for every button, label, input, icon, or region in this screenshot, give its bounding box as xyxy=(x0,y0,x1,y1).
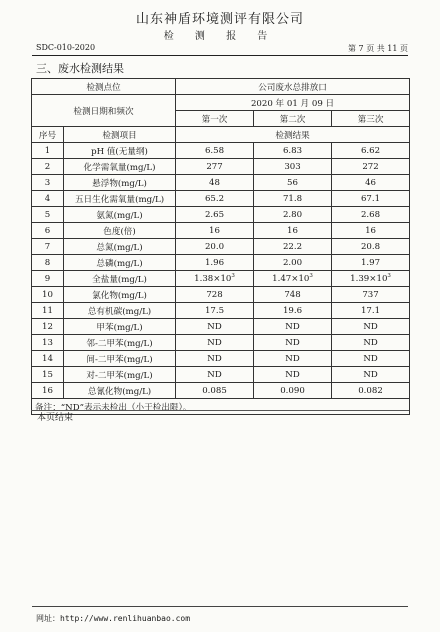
test-item xyxy=(64,191,176,207)
result-2 xyxy=(254,207,332,223)
row-number xyxy=(32,175,64,191)
result-1-text: 728 xyxy=(206,289,223,300)
wastewater-results-table xyxy=(31,78,410,415)
result-1 xyxy=(176,159,254,175)
result-3-text: 46 xyxy=(365,177,376,188)
result-2 xyxy=(254,351,332,367)
result-2-exponent: 3 xyxy=(309,273,313,280)
result-2 xyxy=(254,383,332,399)
row-number xyxy=(32,223,64,239)
test-item-text: 总氰化物(mg/L) xyxy=(87,386,152,397)
page-end-text: 本页结束 xyxy=(37,413,74,423)
result-2-text: 2.00 xyxy=(282,257,303,268)
row-number xyxy=(32,319,64,335)
table-row xyxy=(32,335,410,351)
row-number-text: 11 xyxy=(42,305,53,316)
test-item xyxy=(64,367,176,383)
result-1 xyxy=(176,335,254,351)
test-item xyxy=(64,271,176,287)
table-row xyxy=(32,159,410,175)
result-1 xyxy=(176,191,254,207)
row-number xyxy=(32,143,64,159)
result-3 xyxy=(332,175,410,191)
result-3 xyxy=(332,383,410,399)
date-value: 2020 年 01 月 09 日 xyxy=(176,95,410,111)
result-1-text: 6.58 xyxy=(204,145,225,156)
col-result-header: 检测结果 xyxy=(176,127,410,143)
footer-url: 网址：http://www.renlihuanbao.com xyxy=(36,614,191,623)
result-3-text: 737 xyxy=(362,289,379,300)
report-title: 检 测 报 告 xyxy=(163,31,277,42)
test-item-text: 色度(倍) xyxy=(103,226,136,237)
result-1-text: 0.085 xyxy=(202,385,227,396)
test-item xyxy=(64,335,176,351)
row-number xyxy=(32,351,64,367)
result-3 xyxy=(332,319,410,335)
result-1 xyxy=(176,319,254,335)
freq-3: 第三次 xyxy=(332,111,410,127)
result-3-text: 16 xyxy=(365,225,376,236)
table-row xyxy=(32,351,410,367)
test-item-text: 化学需氧量(mg/L) xyxy=(83,162,156,173)
result-3 xyxy=(332,223,410,239)
result-3 xyxy=(332,287,410,303)
site-label: 检测点位 xyxy=(32,79,176,95)
row-number xyxy=(32,191,64,207)
test-item xyxy=(64,239,176,255)
result-1 xyxy=(176,271,254,287)
row-number xyxy=(32,303,64,319)
test-item-text: 总有机碳(mg/L) xyxy=(87,306,152,317)
table-row xyxy=(32,239,410,255)
result-1-text: 16 xyxy=(209,225,220,236)
test-item-text: 氯化物(mg/L) xyxy=(92,290,147,301)
document-code: SDC-010-2020 xyxy=(36,43,96,52)
result-1 xyxy=(176,367,254,383)
result-1-text: 48 xyxy=(209,177,220,188)
row-number xyxy=(32,367,64,383)
test-item xyxy=(64,159,176,175)
row-number-text: 5 xyxy=(44,209,51,220)
table-note: 备注：“ND”表示未检出（小于检出限）。 xyxy=(32,399,410,415)
table-row xyxy=(32,255,410,271)
result-2-text: 303 xyxy=(284,161,301,172)
result-3-text: 0.082 xyxy=(358,385,383,396)
row-number-text: 9 xyxy=(44,273,51,284)
row-number-text: 13 xyxy=(42,337,53,348)
result-1-text: ND xyxy=(207,369,222,380)
result-2 xyxy=(254,175,332,191)
result-2 xyxy=(254,335,332,351)
table-row xyxy=(32,319,410,335)
test-item-text: 邻-二甲苯(mg/L) xyxy=(86,338,153,349)
result-2-text: 16 xyxy=(287,225,298,236)
result-3-text: 272 xyxy=(362,161,379,172)
row-number-text: 10 xyxy=(42,289,53,300)
result-2 xyxy=(254,143,332,159)
result-2 xyxy=(254,191,332,207)
test-item-text: pH 值(无量纲) xyxy=(91,146,148,157)
test-item xyxy=(64,287,176,303)
result-3 xyxy=(332,159,410,175)
result-2-text: 2.80 xyxy=(282,209,303,220)
result-2-text: 0.090 xyxy=(280,385,305,396)
row-number xyxy=(32,335,64,351)
table-row xyxy=(32,383,410,399)
row-number xyxy=(32,255,64,271)
section-title: 三、废水检测结果 xyxy=(36,62,124,75)
company-name: 山东神盾环境测评有限公司 xyxy=(135,12,304,27)
result-2 xyxy=(254,319,332,335)
result-2 xyxy=(254,239,332,255)
result-2-text: 71.8 xyxy=(282,193,303,204)
row-number-text: 14 xyxy=(42,353,53,364)
freq-2: 第二次 xyxy=(254,111,332,127)
result-2 xyxy=(254,367,332,383)
result-3 xyxy=(332,351,410,367)
table-row xyxy=(32,271,410,287)
result-1 xyxy=(176,351,254,367)
result-3 xyxy=(332,255,410,271)
test-item xyxy=(64,143,176,159)
footer-divider xyxy=(32,606,408,607)
result-1-text: ND xyxy=(207,321,222,332)
test-item-text: 氨氮(mg/L) xyxy=(96,210,143,221)
row-number-text: 2 xyxy=(44,161,51,172)
result-2 xyxy=(254,271,332,287)
row-number-text: 12 xyxy=(42,321,53,332)
result-1 xyxy=(176,175,254,191)
row-number xyxy=(32,207,64,223)
table-row xyxy=(32,367,410,383)
result-3-exponent: 3 xyxy=(387,273,391,280)
result-1-text: ND xyxy=(207,353,222,364)
result-2 xyxy=(254,303,332,319)
result-3-text: 1.97 xyxy=(360,257,381,268)
test-item xyxy=(64,175,176,191)
result-3-text: 1.39×10 xyxy=(350,273,388,284)
result-3 xyxy=(332,335,410,351)
test-item xyxy=(64,351,176,367)
col-item-header: 检测项目 xyxy=(64,127,176,143)
result-1 xyxy=(176,303,254,319)
result-1 xyxy=(176,287,254,303)
result-2-text: 56 xyxy=(287,177,298,188)
row-number-text: 3 xyxy=(44,177,51,188)
row-number-text: 15 xyxy=(42,369,53,380)
row-number-text: 7 xyxy=(44,241,51,252)
test-item-text: 悬浮物(mg/L) xyxy=(92,178,147,189)
table-row xyxy=(32,303,410,319)
row-number xyxy=(32,383,64,399)
result-3-text: 17.1 xyxy=(360,305,381,316)
result-2 xyxy=(254,223,332,239)
result-2 xyxy=(254,255,332,271)
result-2 xyxy=(254,159,332,175)
result-3-text: 67.1 xyxy=(360,193,381,204)
table-row xyxy=(32,175,410,191)
result-1-text: 2.65 xyxy=(204,209,225,220)
test-item-text: 间-二甲苯(mg/L) xyxy=(86,354,153,365)
result-3-text: ND xyxy=(363,337,378,348)
result-1 xyxy=(176,207,254,223)
result-3 xyxy=(332,239,410,255)
result-1-text: ND xyxy=(207,337,222,348)
result-2-text: 19.6 xyxy=(282,305,303,316)
note-row xyxy=(32,399,410,415)
result-3 xyxy=(332,191,410,207)
row-number xyxy=(32,271,64,287)
result-2-text: 1.47×10 xyxy=(272,273,310,284)
result-1-exponent: 3 xyxy=(231,273,235,280)
date-label: 检测日期和频次 xyxy=(32,95,176,127)
row-number-text: 8 xyxy=(44,257,51,268)
row-number xyxy=(32,239,64,255)
test-item-text: 总磷(mg/L) xyxy=(96,258,143,269)
end-divider xyxy=(31,410,409,411)
result-2-text: ND xyxy=(285,353,300,364)
result-3 xyxy=(332,143,410,159)
result-2-text: 22.2 xyxy=(282,241,303,252)
result-2-text: 6.83 xyxy=(282,145,303,156)
test-item-text: 总氮(mg/L) xyxy=(96,242,143,253)
test-item-text: 全盐量(mg/L) xyxy=(92,274,147,285)
row-number-text: 1 xyxy=(44,145,51,156)
result-1-text: 65.2 xyxy=(204,193,225,204)
result-2 xyxy=(254,287,332,303)
result-2-text: ND xyxy=(285,337,300,348)
row-number-text: 4 xyxy=(44,193,51,204)
table-row xyxy=(32,223,410,239)
row-number-text: 16 xyxy=(42,385,53,396)
test-item xyxy=(64,319,176,335)
row-number xyxy=(32,287,64,303)
result-1-text: 1.96 xyxy=(204,257,225,268)
result-3-text: ND xyxy=(363,369,378,380)
table-row xyxy=(32,191,410,207)
table-row xyxy=(32,207,410,223)
result-3-text: 6.62 xyxy=(360,145,381,156)
result-1 xyxy=(176,383,254,399)
freq-1: 第一次 xyxy=(176,111,254,127)
result-1-text: 17.5 xyxy=(204,305,225,316)
result-1 xyxy=(176,143,254,159)
result-3 xyxy=(332,367,410,383)
result-2-text: ND xyxy=(285,369,300,380)
result-3-text: 20.8 xyxy=(360,241,381,252)
site-value: 公司废水总排放口 xyxy=(176,79,410,95)
column-header-row xyxy=(32,127,410,143)
result-1-text: 20.0 xyxy=(204,241,225,252)
table-row xyxy=(32,287,410,303)
test-item-text: 对-二甲苯(mg/L) xyxy=(86,370,153,381)
result-3-text: 2.68 xyxy=(360,209,381,220)
result-1-text: 277 xyxy=(206,161,223,172)
col-number-header: 序号 xyxy=(32,127,64,143)
result-1 xyxy=(176,239,254,255)
test-item xyxy=(64,383,176,399)
result-1 xyxy=(176,255,254,271)
page-header-bar xyxy=(32,43,408,56)
result-2-text: ND xyxy=(285,321,300,332)
test-item-text: 五日生化需氧量(mg/L) xyxy=(74,194,165,205)
result-3 xyxy=(332,207,410,223)
result-3 xyxy=(332,271,410,287)
result-1 xyxy=(176,223,254,239)
test-item xyxy=(64,303,176,319)
test-item xyxy=(64,223,176,239)
result-3-text: ND xyxy=(363,321,378,332)
date-row xyxy=(32,95,410,111)
row-number-text: 6 xyxy=(44,225,51,236)
result-1-text: 1.38×10 xyxy=(194,273,232,284)
result-3-text: ND xyxy=(363,353,378,364)
page-number: 第 7 页 共 11 页 xyxy=(348,44,408,53)
table-row xyxy=(32,143,410,159)
result-3 xyxy=(332,303,410,319)
test-item xyxy=(64,207,176,223)
row-number xyxy=(32,159,64,175)
test-item xyxy=(64,255,176,271)
site-row xyxy=(32,79,410,95)
result-2-text: 748 xyxy=(284,289,301,300)
test-item-text: 甲苯(mg/L) xyxy=(96,322,143,333)
